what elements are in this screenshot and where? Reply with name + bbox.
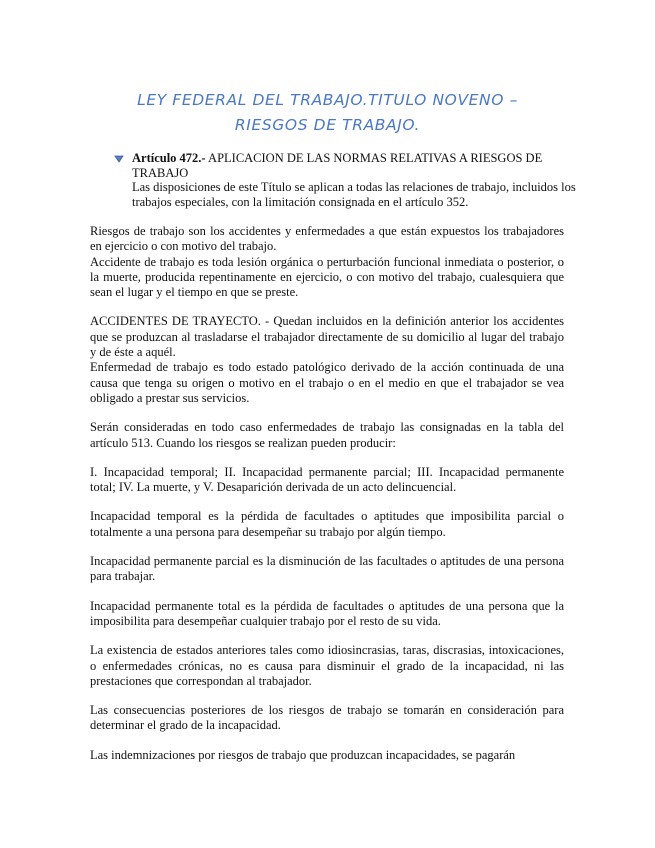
paragraph: ACCIDENTES DE TRAYECTO. - Quedan incluidos en la definición anterior los accidentes que se produzcan al trasladarse el trabajador directamente de su domicilio al lugar del trabajo y de éste a aquél.: [90, 314, 564, 360]
article-heading: [132, 151, 581, 180]
article-label: Artículo 472.-: [132, 151, 206, 165]
article-text: [132, 151, 581, 209]
paragraph: Incapacidad permanente total es la pérdida de facultades o aptitudes de una persona que la imposibilita para desempeñar cualquier trabajo por el resto de su vida.: [90, 598, 564, 628]
paragraph: Las indemnizaciones por riesgos de trabajo que produzcan incapacidades, se pagarán: [90, 747, 516, 762]
paragraph: Incapacidad temporal es la pérdida de facultades o aptitudes que imposibilita parcial o totalmente a una persona para desempeñar su trabajo por algún tiempo.: [90, 509, 564, 539]
paragraph: La existencia de estados anteriores tales como idiosincrasias, taras, discrasias, intoxicaciones, o enfermedades crónicas, no es causa para disminuir el grado de la incapacidad, ni las prestaciones que correspondan al trabajador.: [90, 643, 564, 688]
title-line-1: LEY FEDERAL DEL TRABAJO.TITULO NOVENO –: [137, 91, 518, 109]
paragraph: Enfermedad de trabajo es todo estado patológico derivado de la acción continuada de una causa que tenga su origen o motivo en el trabajo o en el medio en que el trabajador se vea obligado a prestar sus servicios.: [90, 360, 564, 405]
document-body: [90, 224, 564, 763]
triangle-down-bullet-icon: [114, 154, 124, 164]
article-body: Las disposiciones de este Título se aplican a todas las relaciones de trabajo, incluidos los trabajos especiales, con la limitación consignada en el artículo 352.: [132, 180, 576, 209]
paragraph: Serán consideradas en todo caso enfermedades de trabajo las consignadas en la tabla del artículo 513. Cuando los riesgos se realizan pueden producir:: [90, 420, 564, 450]
paragraph: Las consecuencias posteriores de los riesgos de trabajo se tomarán en consideración para determinar el grado de la incapacidad.: [90, 703, 564, 733]
paragraph: Accidente de trabajo es toda lesión orgánica o perturbación funcional inmediata o posterior, o la muerte, producida repentinamente en ejercicio, o con motivo del trabajo, cualesquiera que sean el lugar y el tiempo en que se preste.: [90, 254, 564, 300]
title-line-2: RIESGOS DE TRABAJO.: [234, 116, 421, 134]
paragraph: Riesgos de trabajo son los accidentes y enfermedades a que están expuestos los trabajadores en ejercicio o con motivo del trabajo.: [90, 224, 564, 254]
paragraph: Incapacidad permanente parcial es la disminución de las facultades o aptitudes de una persona para trabajar.: [90, 554, 564, 584]
document-title: [90, 88, 565, 138]
paragraph: I. Incapacidad temporal; II. Incapacidad permanente parcial; III. Incapacidad permanente total; IV. La muerte, y V. Desaparición derivada de un acto delincuencial.: [90, 464, 564, 495]
article-heading-text: APLICACION DE LAS NORMAS RELATIVAS A RIESGOS DE TRABAJO: [132, 151, 543, 180]
